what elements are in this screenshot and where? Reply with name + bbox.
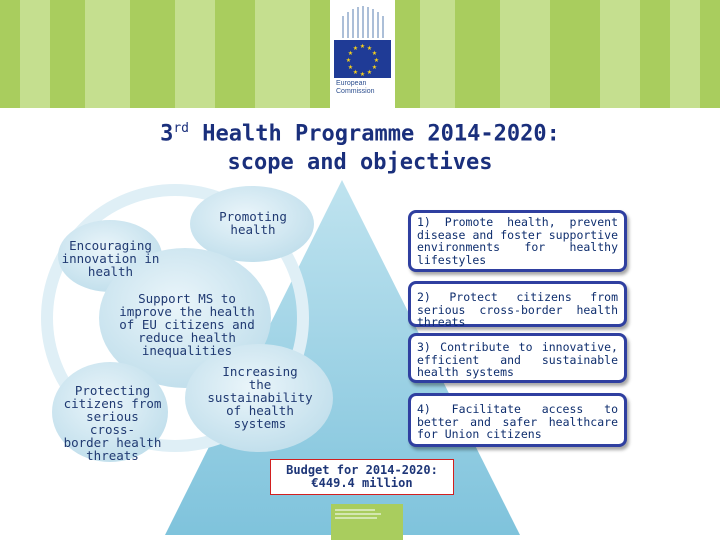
promoting-health-label bbox=[198, 210, 308, 236]
svg-text:★: ★ bbox=[359, 43, 366, 50]
title-prefix: 3 bbox=[160, 121, 174, 147]
svg-text:★: ★ bbox=[352, 45, 359, 52]
budget-box bbox=[270, 459, 454, 495]
svg-text:★: ★ bbox=[347, 64, 354, 71]
bubble-text-line: Protecting bbox=[74, 383, 151, 398]
bubble-text-line: border health bbox=[63, 435, 162, 450]
svg-text:★: ★ bbox=[347, 50, 354, 57]
bubble-text-line: Promoting bbox=[219, 209, 287, 224]
increasing-sustainability-label bbox=[205, 365, 315, 430]
svg-text:★: ★ bbox=[352, 69, 359, 76]
objective-box-1 bbox=[408, 210, 627, 272]
objective-box-3 bbox=[408, 333, 627, 383]
logo-caption-line: European bbox=[336, 80, 367, 87]
objective-text: 4) Facilitate access to better and safer healthcare for Union citizens bbox=[417, 402, 618, 441]
logo-caption-line: Commission bbox=[336, 88, 375, 95]
title-superscript: rd bbox=[173, 121, 190, 136]
footer-text-lines-icon bbox=[331, 504, 403, 540]
footer-green-mark bbox=[331, 504, 403, 540]
bubble-text-line: health bbox=[87, 264, 134, 279]
bubble-text-line: improve the health bbox=[119, 304, 255, 319]
bubble-text-line: Increasing bbox=[222, 364, 298, 379]
svg-text:★: ★ bbox=[371, 64, 378, 71]
bubble-text-line: of health bbox=[226, 403, 294, 418]
bubble-text-line: citizens from bbox=[63, 396, 162, 411]
bubble-text-line: of EU citizens and bbox=[119, 317, 255, 332]
encouraging-innovation-label bbox=[58, 239, 163, 278]
objective-text: 1) Promote health, prevent disease and foster supportive environments for healthy lifestyles bbox=[417, 215, 618, 267]
objective-box-4 bbox=[408, 393, 627, 447]
objective-box-2 bbox=[408, 281, 627, 327]
title-rest: Health Programme 2014-2020: bbox=[189, 121, 560, 147]
support-ms-label bbox=[112, 292, 262, 357]
svg-text:★: ★ bbox=[359, 71, 366, 78]
bubble-text-line: sustainability bbox=[207, 390, 313, 405]
svg-text:★: ★ bbox=[373, 57, 380, 64]
objective-text: 2) Protect citizens from serious cross-border health threats bbox=[417, 290, 618, 329]
bubble-text-line: health bbox=[230, 222, 276, 237]
title-line-2: scope and objectives bbox=[227, 150, 493, 176]
bubble-text-line: Support MS to bbox=[138, 291, 236, 306]
protecting-citizens-label bbox=[60, 384, 165, 462]
bubble-text-line: systems bbox=[233, 416, 287, 431]
bubble-text-line: threats bbox=[86, 448, 139, 463]
svg-text:★: ★ bbox=[366, 69, 373, 76]
bubble-text-line: the bbox=[248, 377, 272, 392]
bubble-text-line: inequalities bbox=[141, 343, 233, 358]
svg-text:★: ★ bbox=[371, 50, 378, 57]
budget-amount: €449.4 million bbox=[311, 476, 413, 490]
svg-text:★: ★ bbox=[366, 45, 373, 52]
budget-line: Budget for 2014-2020: bbox=[286, 463, 438, 477]
bubble-text-line: reduce health bbox=[138, 330, 236, 345]
svg-text:★: ★ bbox=[345, 57, 352, 64]
bubble-text-line: serious cross- bbox=[86, 409, 139, 437]
bubble-text-line: innovation in bbox=[61, 251, 160, 266]
bubble-text-line: Encouraging bbox=[69, 238, 152, 253]
objective-text: 3) Contribute to innovative, efficient and sustainable health systems bbox=[417, 340, 618, 379]
